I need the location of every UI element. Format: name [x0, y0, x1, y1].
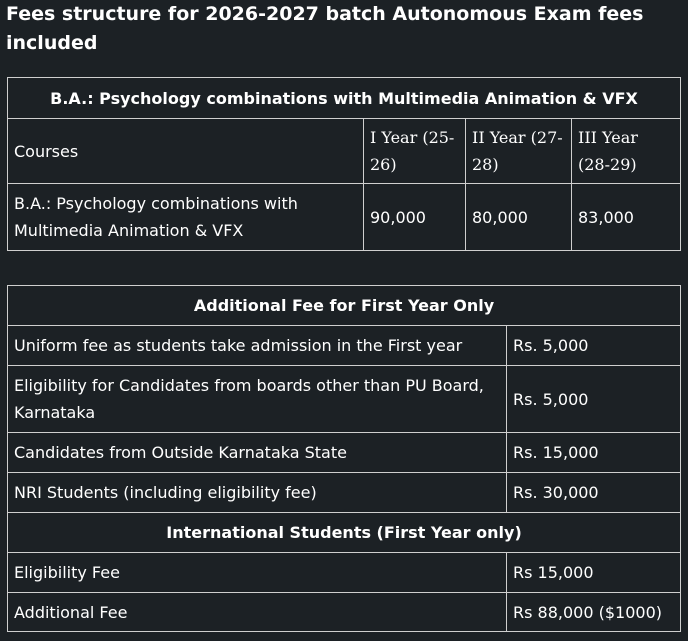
fees-table-header-row [8, 119, 681, 184]
additional-fee-table [7, 285, 681, 632]
fee-label: Uniform fee as students take admission in the First year [8, 326, 507, 366]
fee-year-3: 83,000 [572, 184, 681, 251]
additional-fee-caption: Additional Fee for First Year Only [8, 286, 681, 326]
fee-amount: Rs 15,000 [507, 553, 681, 593]
fees-table-caption: B.A.: Psychology combinations with Multimedia Animation & VFX [8, 78, 681, 119]
page-title: Fees structure for 2026-2027 batch Autonomous Exam fees included [6, 3, 644, 54]
fee-amount: Rs. 5,000 [507, 366, 681, 433]
fee-label: Eligibility Fee [8, 553, 507, 593]
international-students-caption: International Students (First Year only) [8, 513, 681, 553]
table-row [8, 593, 681, 632]
year-header-2: II Year (27-28) [466, 119, 572, 184]
table-row [8, 473, 681, 513]
fee-label: Candidates from Outside Karnataka State [8, 433, 507, 473]
additional-fee-caption-row [8, 286, 681, 326]
fee-amount: Rs. 15,000 [507, 433, 681, 473]
fee-label: NRI Students (including eligibility fee) [8, 473, 507, 513]
fee-label: Eligibility for Candidates from boards other than PU Board, Karnataka [8, 366, 507, 433]
year-header-3: III Year (28-29) [572, 119, 681, 184]
table-row [8, 553, 681, 593]
course-name: B.A.: Psychology combinations with Multimedia Animation & VFX [8, 184, 364, 251]
fee-label: Additional Fee [8, 593, 507, 632]
fee-year-1: 90,000 [364, 184, 466, 251]
fee-amount: Rs. 30,000 [507, 473, 681, 513]
fee-year-2: 80,000 [466, 184, 572, 251]
table-row [8, 433, 681, 473]
table-row [8, 366, 681, 433]
courses-header: Courses [8, 119, 364, 184]
fees-table [7, 77, 681, 251]
fees-table-caption-row [8, 78, 681, 119]
table-row [8, 184, 681, 251]
fee-amount: Rs 88,000 ($1000) [507, 593, 681, 632]
year-header-1: I Year (25-26) [364, 119, 466, 184]
table-row [8, 326, 681, 366]
international-caption-row [8, 513, 681, 553]
fee-amount: Rs. 5,000 [507, 326, 681, 366]
